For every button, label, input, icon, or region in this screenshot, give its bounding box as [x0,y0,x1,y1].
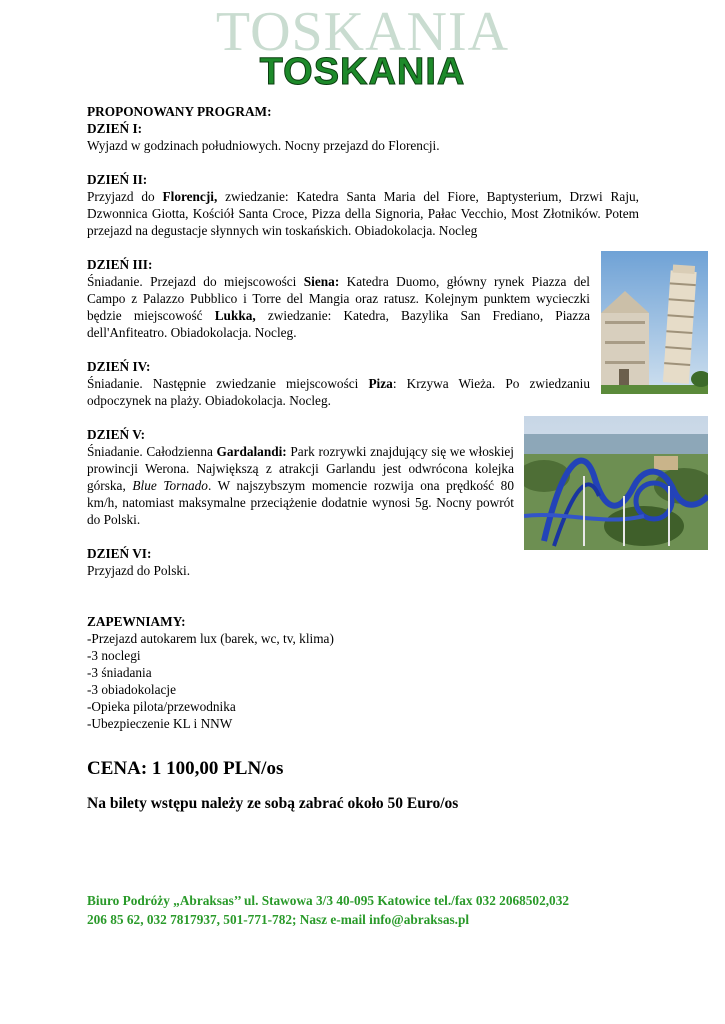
day-text-post: . W najszybszym momencie rozwija ona prędkość 80 km/h, natomiast maksymalne przeciążenie dodatnie wynosi 5g. Nocny powrót do Polski. [87,478,514,527]
day-text-bold-2: Lukka, [214,308,256,323]
day-text-post: : Krzywa Wieża. Po zwiedzaniu odpoczynek na plaży. Obiadokolacja. Nocleg. [87,376,591,408]
day-text-mid: Katedra Duomo, główny rynek Piazza del Campo z Palazzo Pubblico i Torre del Mangia oraz ratusz. Kolejnym punktem wycieczki będzie miejscowość [87,274,590,323]
day-text-italic: Blue Tornado [132,478,208,493]
guarantees-heading: ZAPEWNIAMY: [87,614,186,629]
pisa-tower-photo [601,251,708,394]
day-title: DZIEŃ VI: [87,546,152,561]
day-title: DZIEŃ V: [87,427,146,442]
day-title: DZIEŃ IV: [87,359,151,374]
day-text-pre: Śniadanie. Następnie zwiedzanie miejscowości [87,376,369,391]
day-text-pre: Śniadanie. Całodzienna [87,444,217,459]
day-text-bold: Piza [368,376,393,391]
footer-contact [87,891,647,929]
day-3 [87,256,590,341]
day-text-mid: Park rozrywki znajdujący się we włoskiej prowincji Werona. Największą z atrakcji Garlandu jest odwrócona kolejka górska, [87,444,514,493]
footer-line-2: 206 85 62, 032 7817937, 501-771-782; Nasz e-mail info@abraksas.pl [87,912,470,927]
list-item: -Przejazd autokarem lux (barek, wc, tv, klima) [87,631,334,646]
page-title: TOSKANIA [259,51,466,93]
day-title: DZIEŃ III: [87,257,153,272]
header [0,2,725,94]
day-text [87,443,514,528]
day-text [87,273,590,341]
day-text [87,188,639,239]
list-item: -Ubezpieczenie KL i NNW [87,716,233,731]
guarantees [87,613,639,732]
guarantees-list [87,630,639,732]
day-text-pre: Przyjazd do [87,189,163,204]
day-1 [87,120,639,154]
list-item: -3 obiadokolacje [87,682,176,697]
day-text-post: zwiedzanie: Katedra Santa Maria del Fiore, Baptysterium, Drzwi Raju, Dzwonnica Giotta, Kościół Santa Croce, Pizza della Signoria, Pałac Vecchio, Most Złotników. Potem przejazd na degustacje słynnych win toskańskich. Obiadokolacja. Nocleg [87,189,639,238]
day-title: DZIEŃ I: [87,121,143,136]
list-item: -Opieka pilota/przewodnika [87,699,236,714]
roller-coaster-photo [524,416,708,550]
list-item: -3 śniadania [87,665,152,680]
day-text: Wyjazd w godzinach południowych. Nocny przejazd do Florencji. [87,138,440,153]
price: CENA: 1 100,00 PLN/os [87,758,284,779]
day-text-post: zwiedzanie: Katedra, Bazylika San Frediano, Piazza dell'Anfiteatro. Obiadokolacja. Nocleg. [87,308,590,340]
title-shadow: TOSKANIA [215,1,510,63]
program-heading: PROPONOWANY PROGRAM: [87,104,272,119]
day-text-bold: Florencji, [162,189,218,204]
day-text [87,375,590,409]
day-5 [87,426,514,528]
day-4 [87,358,590,409]
day-text-bold: Siena: [303,274,340,289]
day-2 [87,171,639,239]
day-text-pre: Śniadanie. Przejazd do miejscowości [87,274,304,289]
day-text: Przyjazd do Polski. [87,563,191,578]
day-title: DZIEŃ II: [87,172,148,187]
list-item: -3 noclegi [87,648,141,663]
tickets-note: Na bilety wstępu należy ze sobą zabrać około 50 Euro/os [87,795,459,812]
day-6 [87,545,639,579]
day-text-bold: Gardalandi: [216,444,287,459]
footer-line-1: Biuro Podróży „Abraksas’’ ul. Stawowa 3/3 40-095 Katowice tel./fax 032 2068502,032 [87,893,569,908]
